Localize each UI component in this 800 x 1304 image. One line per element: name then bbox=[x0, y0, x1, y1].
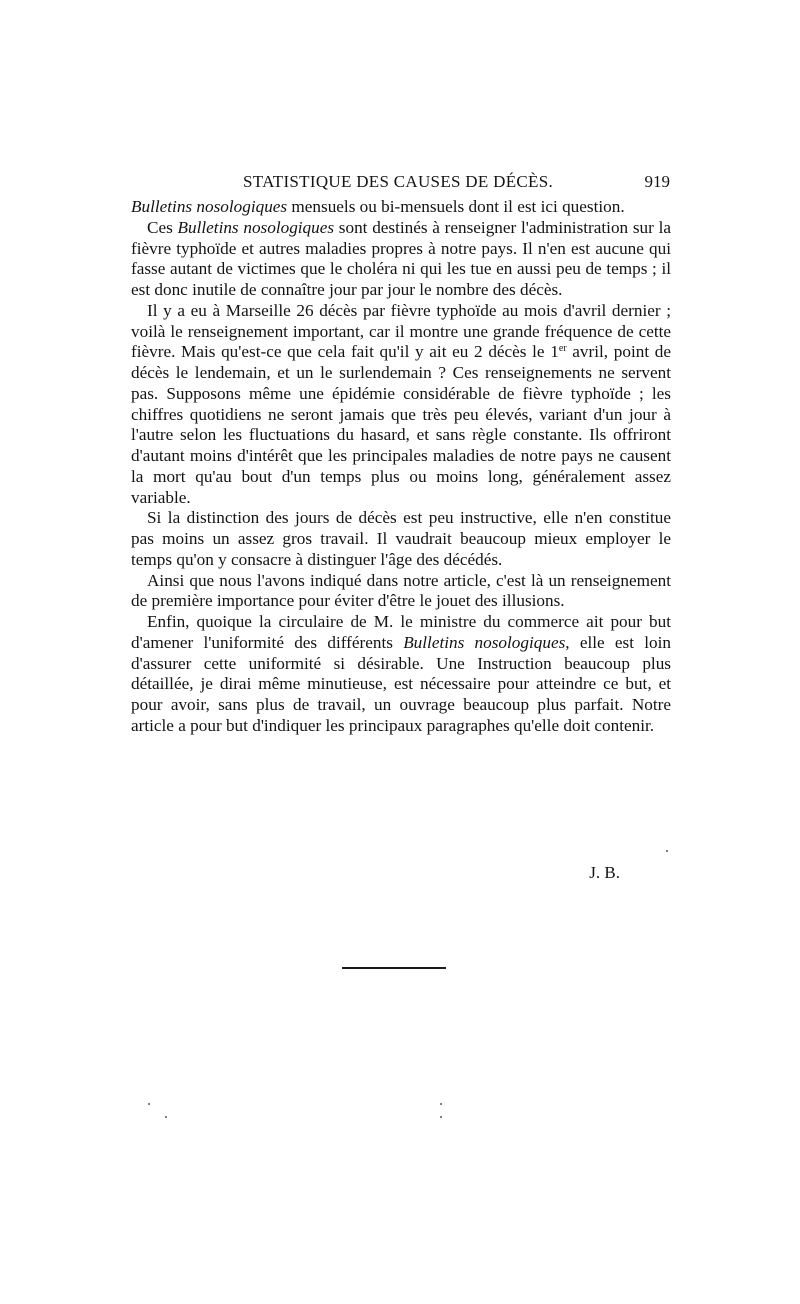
print-speck bbox=[666, 850, 668, 852]
paragraph-text: Enfin, quoique la circulaire de M. le ministre du commerce ait pour but d'amener l'uniformité des différents bbox=[131, 612, 671, 652]
paragraph-1 bbox=[131, 197, 671, 218]
signature: J. B. bbox=[589, 863, 620, 882]
running-title: STATISTIQUE DES CAUSES DE DÉCÈS. bbox=[243, 172, 554, 191]
italic-term: Bulletins nosologiques bbox=[131, 197, 288, 216]
paragraph-text: Il y a eu à Marseille 26 décès par fièvre typhoïde au mois d'avril dernier ; voilà le renseignement important, car il montre une grande fréquence de cette fièvre. Mais qu'est-ce que cela fait qu'il y ait eu 2 décès le 1 bbox=[131, 300, 671, 362]
paragraph-2 bbox=[131, 218, 671, 301]
ordinal-superscript: er bbox=[558, 343, 567, 355]
paragraph-3 bbox=[131, 301, 671, 509]
print-speck bbox=[148, 1103, 150, 1105]
body-text bbox=[131, 197, 671, 737]
italic-term: Bulletins nosologiques bbox=[403, 632, 566, 652]
page-number: 919 bbox=[644, 172, 670, 191]
paragraph-text: mensuels ou bi-mensuels dont il est ici question. bbox=[287, 197, 625, 216]
paragraph-text: , elle est loin d'assurer cette uniformité si désirable. Une Instruction beaucoup plus détaillée, je dirai même minutieuse, est nécessaire pour atteindre ce but, et pour avoir, sans plus de travail, un ouvrage beaucoup plus parfait. Notre article a pour but d'indiquer les principaux paragraphes qu'elle doit contenir. bbox=[131, 632, 671, 735]
paragraph-6 bbox=[131, 612, 671, 737]
print-speck bbox=[440, 1103, 442, 1105]
paragraph-text: avril, point de décès le lendemain, et un le surlendemain ? Ces renseignements ne servent pas. Supposons même une épidémie considérable de fièvre typhoïde ; les chiffres quotidiens ne seront jamais que très peu élevés, variant d'un jour à l'autre selon les fluctuations du hasard, et sans règle constante. Ils offriront d'autant moins d'intérêt que les principales maladies de notre pays ne causent la mort qu'au bout d'un temps plus ou moins long, généralement assez variable. bbox=[131, 342, 671, 507]
print-speck bbox=[440, 1116, 442, 1118]
italic-term: Bulletins nosologiques bbox=[177, 217, 335, 237]
section-divider-rule bbox=[342, 967, 446, 969]
running-head bbox=[130, 170, 670, 194]
paragraph-text: sont destinés à renseigner l'administration sur la fièvre typhoïde et autres maladies propres à notre pays. Il n'en est aucune qui fasse autant de victimes que le choléra ni qui les tue en aussi peu de temps ; il est donc inutile de connaître jour par jour le nombre des décès. bbox=[131, 217, 671, 299]
paragraph-4: Si la distinction des jours de décès est peu instructive, elle n'en constitue pas moins un assez gros travail. Il vaudrait beaucoup mieux employer le temps qu'on y consacre à distinguer l'âge des décédés. bbox=[131, 508, 671, 569]
paragraph-5: Ainsi que nous l'avons indiqué dans notre article, c'est là un renseignement de première importance pour éviter d'être le jouet des illusions. bbox=[131, 570, 671, 611]
paragraph-text: Ces bbox=[147, 217, 178, 237]
print-speck bbox=[165, 1116, 167, 1118]
